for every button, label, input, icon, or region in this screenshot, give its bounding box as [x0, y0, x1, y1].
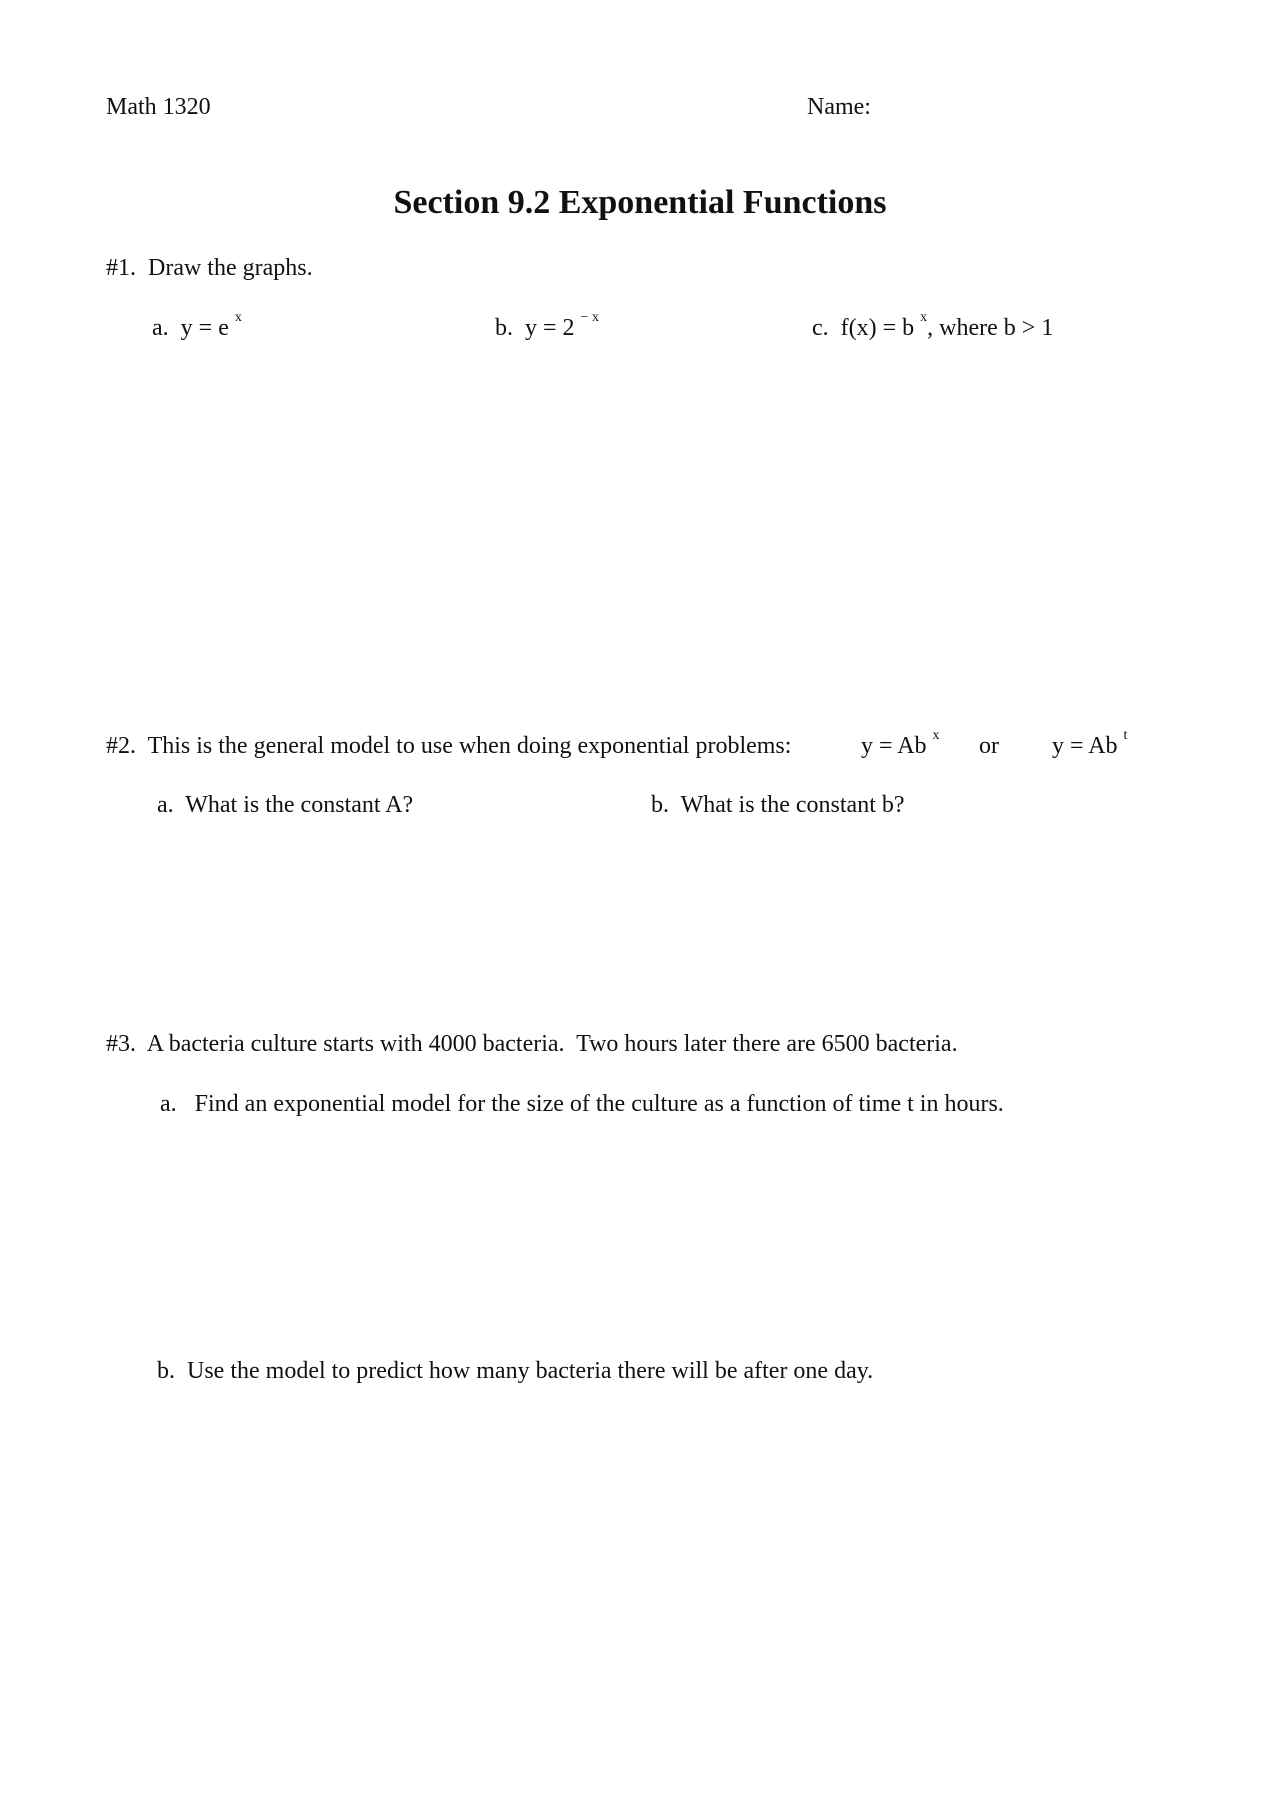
problem-prompt: This is the general model to use when doing exponential problems: [147, 733, 792, 759]
part-text: Find an exponential model for the size of the culture as a function of time t in hours. [194, 1091, 1004, 1117]
problem-number: #3. [106, 1031, 136, 1057]
course-label: Math 1320 [106, 94, 211, 120]
model-equation-x [861, 728, 940, 760]
exponent: x [932, 728, 940, 743]
problem-prompt: Draw the graphs. [148, 255, 313, 281]
part-label: c. [812, 315, 829, 341]
problem-number: #1. [106, 255, 136, 281]
part-label: b. [495, 315, 513, 341]
problem-1-part-b [495, 310, 599, 342]
problem-3 [106, 1031, 958, 1058]
exponent: − x [580, 310, 599, 325]
equation: y = Ab [861, 733, 927, 759]
exponent: x [234, 310, 242, 325]
model-equation-t [1052, 728, 1128, 760]
part-text: Use the model to predict how many bacteria there will be after one day. [187, 1358, 874, 1384]
part-label: b. [157, 1358, 175, 1384]
problem-1-part-c [812, 310, 1054, 342]
problem-2-part-a [157, 792, 413, 819]
problem-number: #2. [106, 733, 136, 759]
equation: y = 2 [525, 315, 575, 341]
problem-prompt: A bacteria culture starts with 4000 bacteria. Two hours later there are 6500 bacteria. [146, 1031, 958, 1057]
part-text: What is the constant b? [680, 792, 905, 818]
problem-1 [106, 255, 313, 282]
exponent: x [920, 310, 928, 325]
part-text: What is the constant A? [185, 792, 414, 818]
part-label: a. [152, 315, 169, 341]
equation: y = e [180, 315, 229, 341]
equation: y = Ab [1052, 733, 1118, 759]
part-label: a. [157, 792, 174, 818]
problem-2 [106, 733, 791, 760]
equation: f(x) = b [840, 315, 915, 341]
page-title: Section 9.2 Exponential Functions [393, 184, 887, 221]
name-label: Name: [807, 94, 871, 120]
problem-2-part-b [651, 792, 905, 819]
equation-condition: , where b > 1 [927, 315, 1054, 341]
part-label: a. [160, 1091, 177, 1117]
part-label: b. [651, 792, 669, 818]
exponent: t [1123, 728, 1128, 743]
or-label: or [979, 733, 999, 759]
problem-3-part-a [160, 1091, 1004, 1118]
problem-1-part-a [152, 310, 242, 342]
problem-3-part-b [157, 1358, 873, 1385]
